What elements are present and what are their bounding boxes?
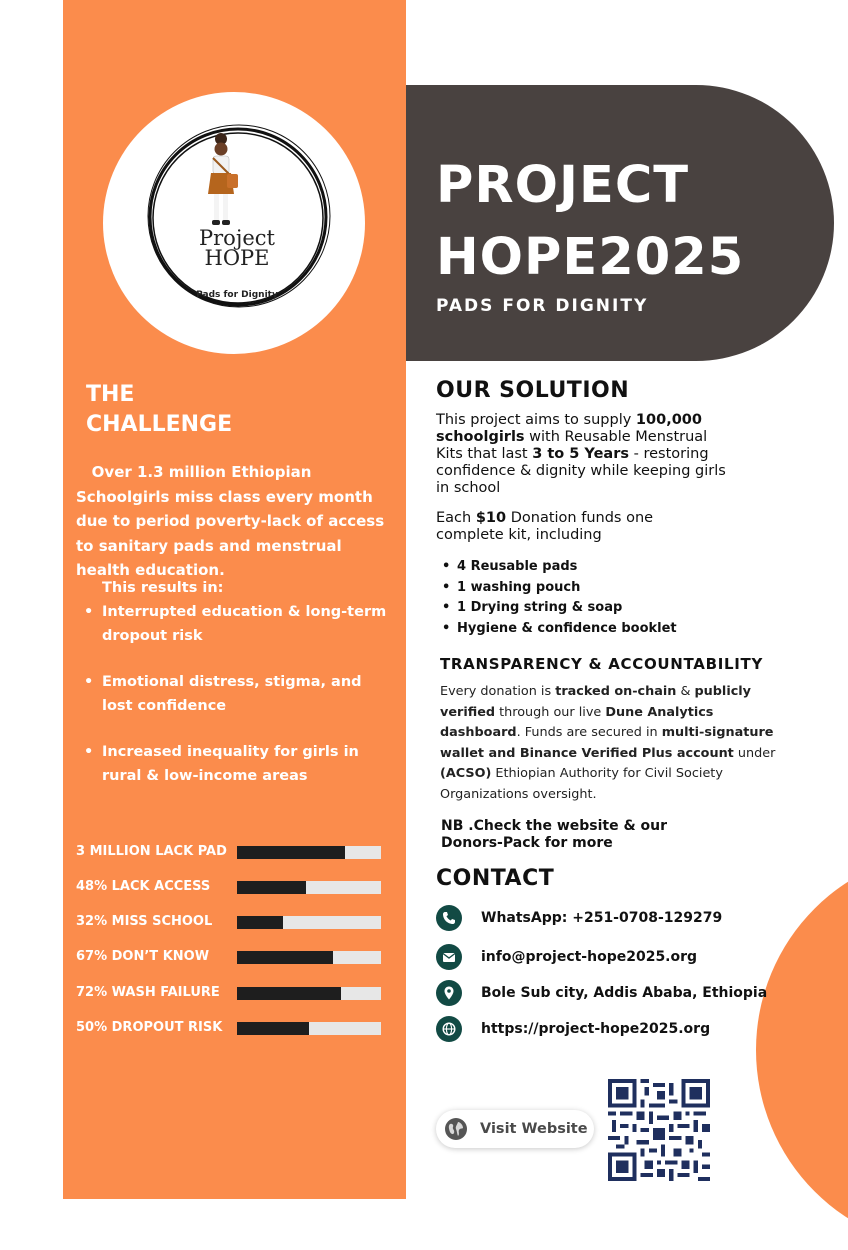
stat-bar-fill (237, 881, 306, 894)
challenge-text (76, 460, 386, 583)
transparency-text-bold: (ACSO) (440, 766, 492, 781)
transparency-text-part: Every donation is (440, 684, 556, 699)
results-heading: This results in: (102, 580, 224, 596)
stat-label: 67% DON’T KNOW (76, 949, 210, 964)
stat-row (76, 1020, 386, 1036)
stat-bar-track (237, 846, 381, 859)
hero-title-line2: HOPE2025 (436, 228, 745, 287)
stat-row (76, 914, 386, 930)
donation-text (436, 510, 696, 544)
transparency-title: TRANSPARENCY & ACCOUNTABILITY (440, 655, 764, 673)
solution-text (436, 412, 726, 497)
list-item: • Interrupted education & long-term dropout risk (82, 600, 392, 648)
transparency-text-bold: Dune Analytics dashboard (440, 704, 714, 740)
location-icon (436, 980, 462, 1006)
list-item: • Emotional distress, stigma, and lost confidence (82, 670, 392, 718)
hero-title (436, 150, 744, 294)
stat-row (76, 985, 386, 1001)
decorative-orange-circle (756, 850, 848, 1250)
solution-text-part: with Reusable Menstrual Kits that last (436, 429, 708, 462)
transparency-text-bold: multi-signature wallet and Binance Verified Plus account (440, 725, 774, 761)
solution-text-part: - restoring confidence & dignity while keeping girls in school (436, 446, 726, 496)
phone-icon (436, 905, 462, 931)
list-item: • 4 Reusable pads (442, 557, 677, 578)
transparency-text-part: under (733, 745, 776, 761)
transparency-text-part: through our live (495, 704, 606, 720)
transparency-text-bold: tracked on-chain (555, 684, 677, 699)
nb-note: NB .Check the website & our Donors-Pack for more (441, 818, 668, 851)
hero-title-line1: PROJECT (436, 156, 690, 215)
stat-bar-track (237, 881, 381, 894)
contact-text: Bole Sub city, Addis Ababa, Ethiopia (481, 985, 768, 1001)
challenge-text-body: Over 1.3 million Ethiopian Schoolgirls miss class every month due to period poverty-lack of access to sanitary pads and menstrual health education. (76, 463, 385, 579)
visit-website-button[interactable] (436, 1110, 594, 1148)
contact-text: info@project-hope2025.org (481, 949, 698, 965)
email-icon (436, 944, 462, 970)
donation-text-part: Donation funds one complete kit, including (436, 510, 654, 543)
stat-bar-fill (237, 1022, 309, 1035)
stat-label: 32% MISS SCHOOL (76, 914, 213, 929)
stat-row (76, 844, 386, 860)
solution-text-bold: 100,000 schoolgirls (436, 412, 702, 445)
solution-title: OUR SOLUTION (436, 378, 630, 403)
transparency-text-part: & (676, 684, 695, 699)
web-icon (436, 1016, 462, 1042)
list-item: • 1 Drying string & soap (442, 598, 677, 619)
solution-text-bold: 3 to 5 Years (532, 446, 630, 462)
hero-subtitle: PADS FOR DIGNITY (436, 296, 649, 316)
stat-bar-fill (237, 951, 333, 964)
logo-title (178, 228, 296, 268)
stat-bar-track (237, 951, 381, 964)
visit-website-label: Visit Website (480, 1121, 588, 1137)
donation-amount: $10 (475, 510, 507, 526)
challenge-title (86, 380, 232, 440)
schoolgirl-illustration (196, 132, 246, 232)
list-item: • 1 washing pouch (442, 578, 677, 599)
stat-row (76, 949, 386, 965)
globe-icon (444, 1117, 468, 1141)
transparency-text-bold: publicly verified (440, 684, 752, 720)
transparency-text-part: Ethiopian Authority for Civil Society Organizations oversight. (440, 766, 723, 802)
qr-code[interactable] (608, 1079, 710, 1181)
stat-label: 72% WASH FAILURE (76, 985, 220, 1000)
results-list (82, 600, 392, 810)
challenge-title-line1: THE (86, 382, 135, 407)
donation-text-part: Each (436, 510, 476, 526)
stat-bar-fill (237, 846, 345, 859)
solution-text-part: This project aims to supply (436, 412, 636, 428)
contact-text: https://project-hope2025.org (481, 1021, 711, 1037)
contact-text: WhatsApp: +251-0708-129279 (481, 910, 723, 926)
stat-bar-fill (237, 916, 283, 929)
transparency-text (440, 682, 780, 805)
kit-list (442, 557, 677, 639)
logo-subtitle: Pads for Dignity (196, 290, 278, 300)
stat-label: 50% DROPOUT RISK (76, 1020, 223, 1035)
stat-bar-track (237, 987, 381, 1000)
stat-row (76, 879, 386, 895)
logo-title-line1: Project (199, 226, 275, 250)
stat-label: 3 MILLION LACK PAD (76, 844, 227, 859)
transparency-text-part: . Funds are secured in (516, 725, 662, 740)
contact-title: CONTACT (436, 866, 555, 891)
stat-bar-track (237, 1022, 381, 1035)
list-item: • Hygiene & confidence booklet (442, 619, 677, 640)
stat-bar-track (237, 916, 381, 929)
challenge-title-line2: CHALLENGE (86, 412, 233, 437)
stat-label: 48% LACK ACCESS (76, 879, 211, 894)
list-item: • Increased inequality for girls in rural & low-income areas (82, 740, 392, 788)
stat-bar-fill (237, 987, 341, 1000)
logo-title-line2: HOPE (204, 246, 270, 270)
